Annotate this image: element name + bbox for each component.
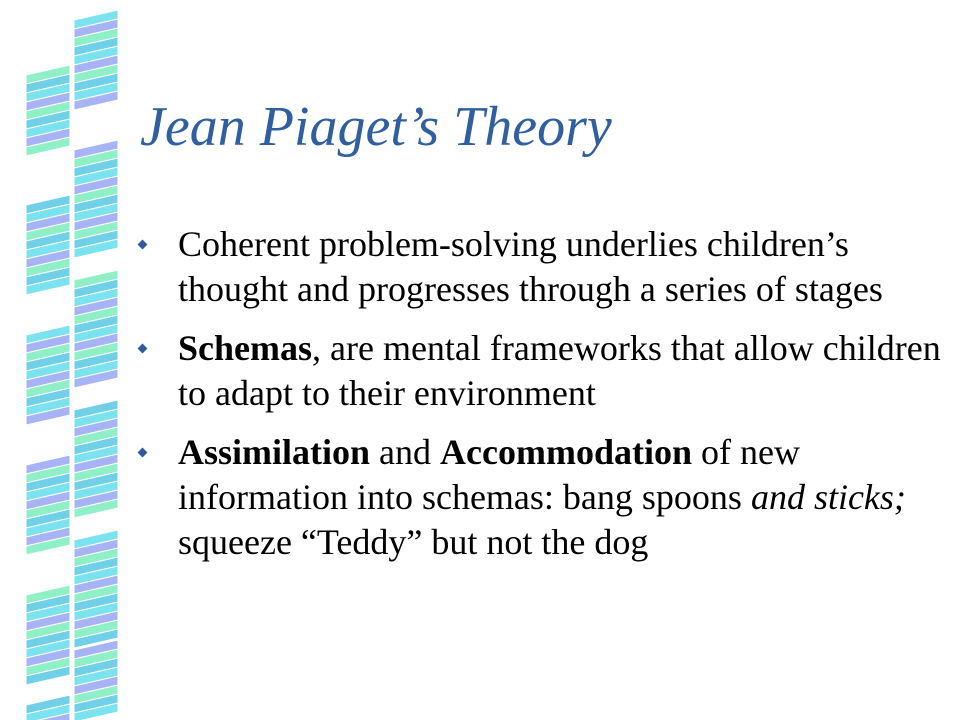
bullet-2-text: , are mental frameworks that allow children to adapt to their environment bbox=[178, 328, 941, 413]
bullet-3-italic: and sticks; bbox=[750, 477, 906, 517]
bullet-diamond-icon bbox=[138, 448, 148, 458]
bullet-3-text-b: of new information into schemas: bang spoons bbox=[178, 432, 800, 517]
bullet-item-2 bbox=[135, 326, 945, 416]
term-assimilation: Assimilation bbox=[178, 432, 371, 472]
bullet-item-1 bbox=[135, 222, 945, 312]
bullet-diamond-icon bbox=[138, 344, 148, 354]
bullet-1-text: Coherent problem-solving underlies children’s thought and progresses through a series of stages bbox=[178, 224, 883, 309]
bullet-item-3 bbox=[135, 430, 945, 565]
bullet-3-text-c: squeeze “Teddy” but not the dog bbox=[178, 522, 649, 562]
bullet-diamond-icon bbox=[138, 240, 148, 250]
bullet-3-text-a: and bbox=[370, 432, 441, 472]
slide-title: Jean Piaget’s Theory bbox=[140, 96, 612, 158]
bullet-list bbox=[135, 222, 945, 565]
term-schemas: Schemas bbox=[178, 328, 312, 368]
term-accommodation: Accommodation bbox=[440, 432, 692, 472]
